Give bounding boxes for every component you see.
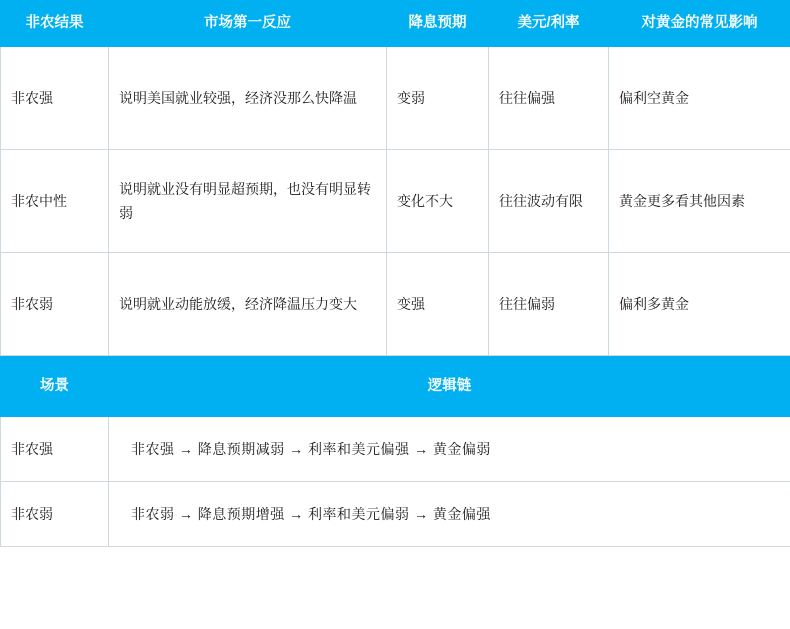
- section-header-row: [1, 356, 790, 417]
- cell-result: 非农中性: [1, 150, 109, 253]
- cell-logic-chain: 非农弱 → 降息预期增强 → 利率和美元偏弱 → 黄金偏强: [109, 482, 790, 547]
- column-header-rate-cut: 降息预期: [387, 1, 489, 47]
- column-header-gold-impact: 对黄金的常见影响: [609, 1, 790, 47]
- cell-gold-impact: 偏利空黄金: [609, 47, 790, 150]
- section-header-chain: 逻辑链: [109, 356, 790, 417]
- cell-reaction: 说明就业没有明显超预期，也没有明显转弱: [109, 150, 387, 253]
- cell-scenario: 非农弱: [1, 482, 109, 547]
- cell-usd-rate: 往往偏弱: [489, 253, 609, 356]
- cell-rate-cut: 变化不大: [387, 150, 489, 253]
- column-header-reaction: 市场第一反应: [109, 1, 387, 47]
- table-row: [1, 150, 790, 253]
- cell-reaction: 说明美国就业较强，经济没那么快降温: [109, 47, 387, 150]
- cell-gold-impact: 偏利多黄金: [609, 253, 790, 356]
- cell-scenario: 非农强: [1, 417, 109, 482]
- section-header-scenario: 场景: [1, 356, 109, 417]
- column-header-result: 非农结果: [1, 1, 109, 47]
- table-header-row: [1, 1, 790, 47]
- cell-gold-impact: 黄金更多看其他因素: [609, 150, 790, 253]
- table-row: [1, 482, 790, 547]
- cell-usd-rate: 往往偏强: [489, 47, 609, 150]
- cell-reaction: 说明就业动能放缓，经济降温压力变大: [109, 253, 387, 356]
- cell-usd-rate: 往往波动有限: [489, 150, 609, 253]
- cell-rate-cut: 变弱: [387, 47, 489, 150]
- table-row: [1, 47, 790, 150]
- column-header-usd-rate: 美元/利率: [489, 1, 609, 47]
- cell-logic-chain: 非农强 → 降息预期减弱 → 利率和美元偏强 → 黄金偏弱: [109, 417, 790, 482]
- table-row: [1, 253, 790, 356]
- cell-rate-cut: 变强: [387, 253, 489, 356]
- cell-result: 非农强: [1, 47, 109, 150]
- cell-result: 非农弱: [1, 253, 109, 356]
- table-row: [1, 417, 790, 482]
